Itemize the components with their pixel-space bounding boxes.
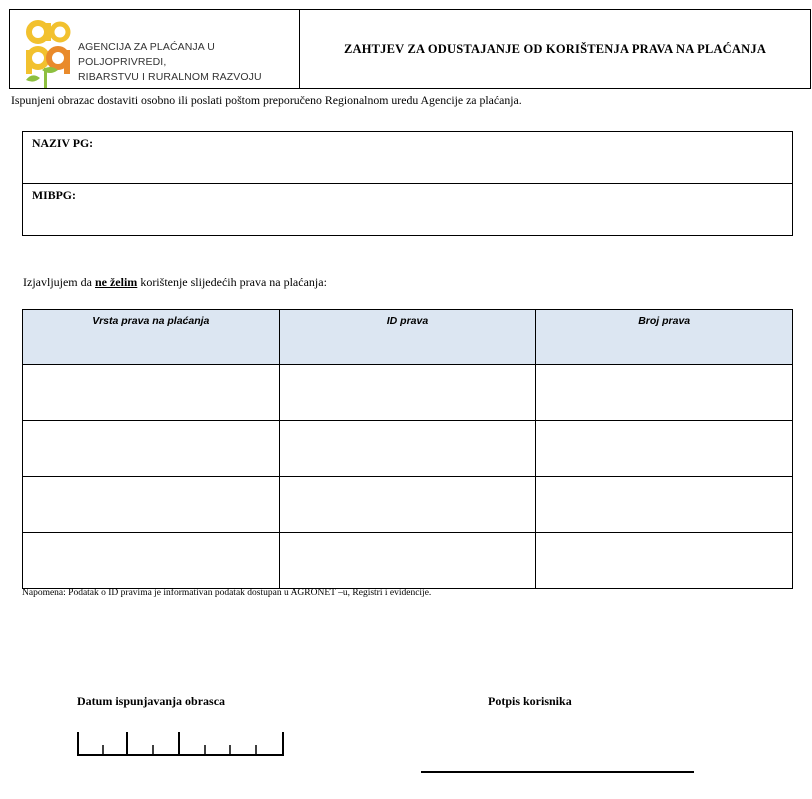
- form-title: ZAHTJEV ZA ODUSTAJANJE OD KORIŠTENJA PRAVA NA PLAĆANJA: [343, 41, 767, 56]
- cell-vrsta[interactable]: [23, 365, 280, 421]
- agency-name-line1: AGENCIJA ZA PLAĆANJA U POLJOPRIVREDI,: [78, 41, 215, 68]
- signature-label: Potpis korisnika: [488, 694, 572, 708]
- declaration-text: [23, 275, 327, 290]
- footnote: Napomena: Podatak o ID pravima je informativan podatak dostupan u AGRONET –u, Registri i evidencije.: [22, 588, 432, 598]
- cell-id[interactable]: [279, 365, 536, 421]
- table-row: [23, 477, 793, 533]
- column-header-id: ID prava: [279, 310, 536, 365]
- cell-broj[interactable]: [536, 365, 793, 421]
- naziv-pg-field[interactable]: [23, 132, 792, 184]
- date-label: Datum ispunjavanja obrasca: [77, 694, 226, 708]
- pg-info-box: [22, 131, 793, 236]
- cell-vrsta[interactable]: [23, 477, 280, 533]
- header-logo-cell: [9, 9, 299, 89]
- cell-broj[interactable]: [536, 421, 793, 477]
- cell-broj[interactable]: [536, 477, 793, 533]
- declaration-after: korištenje slijedećih prava na plaćanja:: [137, 275, 327, 289]
- table-row: [23, 365, 793, 421]
- cell-broj[interactable]: [536, 533, 793, 589]
- column-header-broj: Broj prava: [536, 310, 793, 365]
- cell-id[interactable]: [279, 477, 536, 533]
- cell-vrsta[interactable]: [23, 533, 280, 589]
- instruction-text: Ispunjeni obrazac dostaviti osobno ili poslati poštom preporučeno Regionalnom uredu Agencije za plaćanja.: [11, 93, 522, 107]
- declaration-emphasis: ne želim: [94, 275, 138, 289]
- table-row: [23, 421, 793, 477]
- declaration-before: Izjavljujem da: [23, 275, 95, 289]
- header-title-cell: [299, 9, 811, 89]
- cell-id[interactable]: [279, 533, 536, 589]
- rights-table: [22, 309, 793, 589]
- naziv-pg-label: NAZIV PG:: [32, 136, 94, 150]
- agency-name-line2: RIBARSTVU I RURALNOM RAZVOJU: [78, 71, 262, 83]
- rights-table-header: [23, 310, 793, 365]
- signature-line[interactable]: [421, 771, 694, 773]
- mibpg-label: MIBPG:: [32, 188, 76, 202]
- table-row: [23, 533, 793, 589]
- cell-id[interactable]: [279, 421, 536, 477]
- mibpg-field[interactable]: [23, 184, 792, 235]
- column-header-vrsta: Vrsta prava na plaćanja: [23, 310, 280, 365]
- agency-logo-icon: [20, 18, 74, 90]
- date-entry-boxes[interactable]: [77, 728, 287, 758]
- agency-name: [78, 40, 299, 85]
- cell-vrsta[interactable]: [23, 421, 280, 477]
